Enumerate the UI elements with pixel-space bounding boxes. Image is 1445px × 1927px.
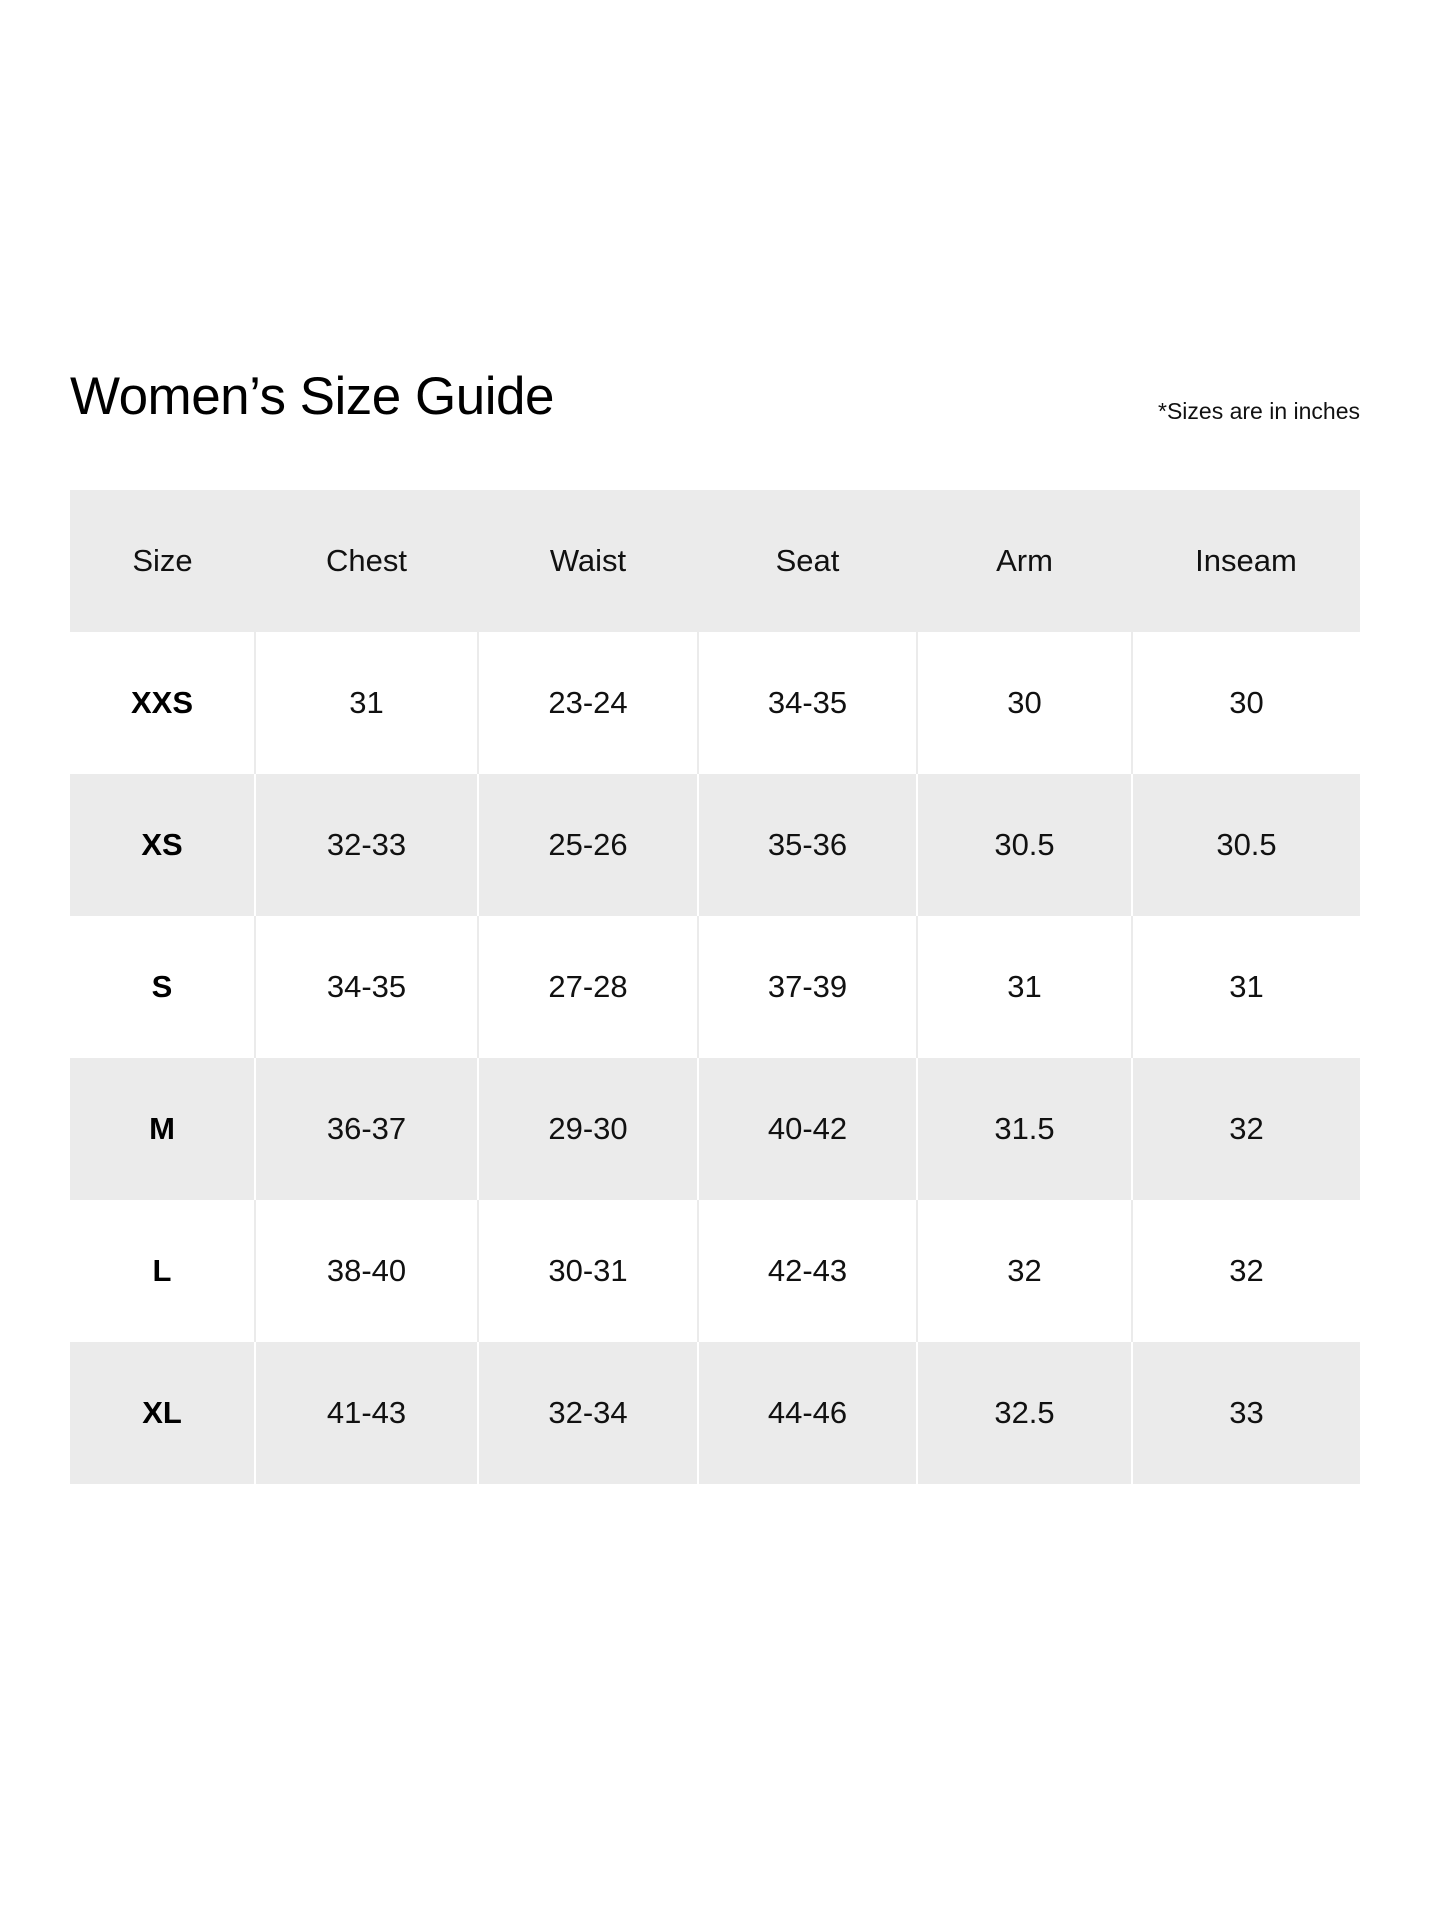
table-row xyxy=(70,1058,1360,1200)
cell-arm: 30.5 xyxy=(917,774,1132,916)
table-row xyxy=(70,1200,1360,1342)
cell-arm: 31 xyxy=(917,916,1132,1058)
page-title: Women’s Size Guide xyxy=(70,367,554,426)
cell-arm: 31.5 xyxy=(917,1058,1132,1200)
table-header-row xyxy=(70,490,1360,632)
cell-chest: 31 xyxy=(255,632,478,774)
cell-seat: 34-35 xyxy=(698,632,917,774)
size-guide-content xyxy=(70,367,1375,1430)
cell-waist: 23-24 xyxy=(478,632,698,774)
cell-chest: 41-43 xyxy=(255,1342,478,1484)
table-row xyxy=(70,774,1360,916)
cell-seat: 35-36 xyxy=(698,774,917,916)
cell-inseam: 32 xyxy=(1132,1200,1360,1342)
cell-size: XL xyxy=(142,1395,182,1430)
cell-waist: 29-30 xyxy=(478,1058,698,1200)
cell-seat: 44-46 xyxy=(698,1342,917,1484)
cell-seat: 42-43 xyxy=(698,1200,917,1342)
table-row xyxy=(70,632,1360,774)
cell-chest: 32-33 xyxy=(255,774,478,916)
cell-arm: 32 xyxy=(917,1200,1132,1342)
cell-arm: 32.5 xyxy=(917,1342,1132,1484)
cell-seat: 37-39 xyxy=(698,916,917,1058)
table-body xyxy=(70,632,1360,1484)
cell-size: L xyxy=(152,1253,172,1288)
table-row xyxy=(70,916,1360,1058)
cell-arm: 30 xyxy=(917,632,1132,774)
cell-inseam: 30.5 xyxy=(1132,774,1360,916)
cell-seat: 40-42 xyxy=(698,1058,917,1200)
column-header-size: Size xyxy=(132,543,193,578)
column-header-inseam: Inseam xyxy=(1195,543,1297,578)
cell-inseam: 32 xyxy=(1132,1058,1360,1200)
cell-chest: 34-35 xyxy=(255,916,478,1058)
table-header xyxy=(70,490,1360,632)
cell-size: XXS xyxy=(130,685,194,720)
column-header-arm: Arm xyxy=(996,543,1053,578)
cell-inseam: 33 xyxy=(1132,1342,1360,1484)
cell-chest: 36-37 xyxy=(255,1058,478,1200)
cell-waist: 25-26 xyxy=(478,774,698,916)
units-note: *Sizes are in inches xyxy=(1158,398,1360,424)
cell-waist: 32-34 xyxy=(478,1342,698,1484)
cell-waist: 27-28 xyxy=(478,916,698,1058)
table-row xyxy=(70,1342,1360,1484)
size-chart-table xyxy=(70,490,1360,1484)
cell-size: S xyxy=(151,969,173,1004)
size-guide-header xyxy=(70,367,1375,460)
cell-waist: 30-31 xyxy=(478,1200,698,1342)
column-header-chest: Chest xyxy=(326,543,407,578)
cell-chest: 38-40 xyxy=(255,1200,478,1342)
cell-size: XS xyxy=(141,827,183,862)
cell-size: M xyxy=(149,1111,175,1146)
cell-inseam: 31 xyxy=(1132,916,1360,1058)
column-header-seat: Seat xyxy=(775,543,840,578)
column-header-waist: Waist xyxy=(549,543,627,578)
cell-inseam: 30 xyxy=(1132,632,1360,774)
